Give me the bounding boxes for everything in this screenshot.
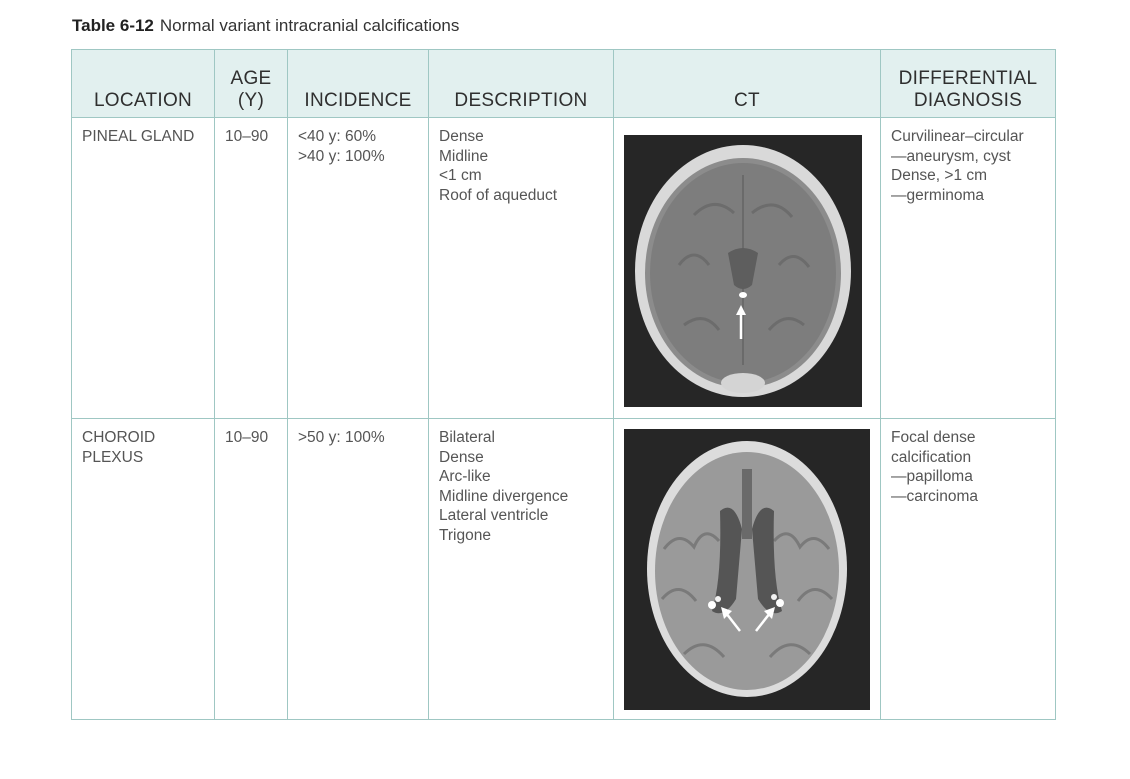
header-ct: CT: [614, 50, 881, 118]
header-row: [72, 50, 1056, 118]
header-age: AGE (Y): [215, 50, 288, 118]
header-incidence: INCIDENCE: [288, 50, 429, 118]
header-differential-diagnosis: DIFFERENTIAL DIAGNOSIS: [881, 50, 1056, 118]
table-number: Table 6-12: [72, 16, 154, 35]
calcifications-table: [71, 49, 1056, 720]
location-cell: CHOROID PLEXUS: [72, 419, 215, 720]
differential-cell: Curvilinear–circular —aneurysm, cyst Dense, >1 cm —germinoma: [881, 118, 1056, 419]
ct-cell: [614, 118, 881, 419]
description-cell: Dense Midline <1 cm Roof of aqueduct: [429, 118, 614, 419]
table-row-pineal-gland: [72, 118, 1056, 419]
ct-image-pineal-gland: [624, 135, 862, 407]
incidence-cell: <40 y: 60% >40 y: 100%: [288, 118, 429, 419]
ct-cell: [614, 419, 881, 720]
table-row-choroid-plexus: [72, 419, 1056, 720]
differential-cell: Focal dense calcification —papilloma —carcinoma: [881, 419, 1056, 720]
header-description: DESCRIPTION: [429, 50, 614, 118]
description-cell: Bilateral Dense Arc-like Midline divergence Lateral ventricle Trigone: [429, 419, 614, 720]
header-location: LOCATION: [72, 50, 215, 118]
table-title: Normal variant intracranial calcifications: [159, 16, 460, 35]
age-cell: 10–90: [215, 419, 288, 720]
location-cell: PINEAL GLAND: [72, 118, 215, 419]
ct-image-choroid-plexus: [624, 429, 870, 710]
table-caption: [72, 16, 459, 36]
incidence-cell: >50 y: 100%: [288, 419, 429, 720]
age-cell: 10–90: [215, 118, 288, 419]
